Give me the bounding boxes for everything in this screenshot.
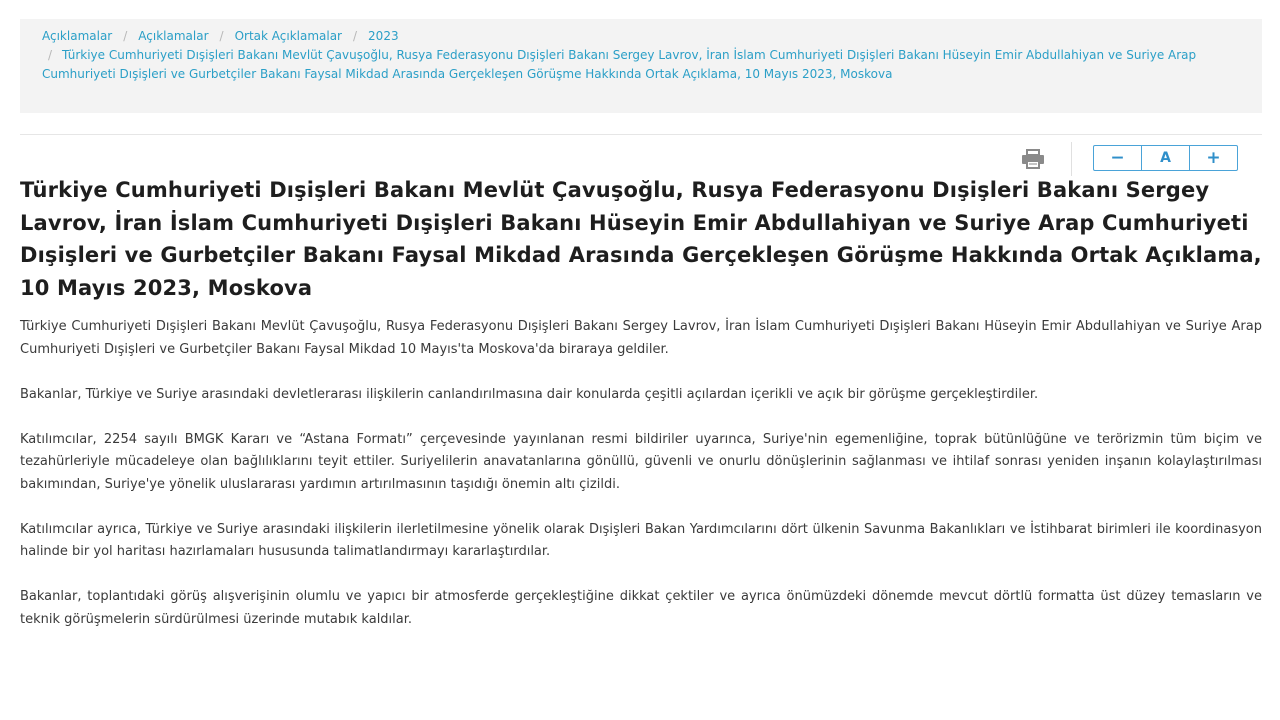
breadcrumb-item-aciklamalar-2[interactable]: Açıklamalar	[138, 29, 209, 43]
breadcrumb-current-label: Türkiye Cumhuriyeti Dışişleri Bakanı Mevlüt Çavuşoğlu, Rusya Federasyonu Dışişleri Bakanı Sergey Lavrov, İran İslam Cumhuriyeti Dışişleri Bakanı Hüseyin Emir Abdullahiyan ve Suriye Arap Cumhuriyeti Dışişleri ve Gurbetçiler Bakanı Faysal Mikdad Arasında Gerçekleşen Görüşme Hakkında Ortak Açıklama, 10 Mayıs 2023, Moskova	[42, 48, 1197, 81]
article-paragraph: Katılımcılar, 2254 sayılı BMGK Kararı ve “Astana Formatı” çerçevesinde yayınlanan resmi bildiriler uyarınca, Suriye'nin egemenliğine, toprak bütünlüğüne ve terörizmin tüm biçim ve tezahürleriyle mücadeleye olan bağlılıklarını teyit ettiler. Suriyelilerin anavatanlarına gönüllü, güvenli ve onurlu dönüşlerinin sağlanması ve ihtilaf sonrası yeniden inşanın kolaylaştırılması bakımından, Suriye'ye yönelik uluslararası yardımın artırılmasının taşıdığı önemin altı çizildi.	[20, 431, 1262, 492]
breadcrumb-row	[42, 27, 1240, 46]
printer-icon	[1018, 146, 1048, 172]
header-divider	[20, 134, 1262, 135]
breadcrumb-separator: /	[123, 29, 128, 43]
font-decrease-button[interactable]: −	[1110, 148, 1125, 168]
article-paragraph: Bakanlar, Türkiye ve Suriye arasındaki devletlerarası ilişkilerin canlandırılmasına dair konularda çeşitli açılardan içerikli ve açık bir görüşme gerçekleştirdiler.	[20, 386, 1039, 402]
font-increase-button[interactable]: +	[1189, 146, 1237, 170]
breadcrumb-separator: /	[48, 48, 53, 62]
breadcrumb-separator: /	[353, 29, 358, 43]
breadcrumb-item-aciklamalar[interactable]: Açıklamalar	[42, 29, 113, 43]
breadcrumb-item-ortak-aciklamalar[interactable]: Ortak Açıklamalar	[234, 29, 342, 43]
breadcrumb	[20, 19, 1262, 113]
breadcrumb-item-2023[interactable]: 2023	[368, 29, 399, 43]
article-paragraph: Türkiye Cumhuriyeti Dışişleri Bakanı Mevlüt Çavuşoğlu, Rusya Federasyonu Dışişleri Bakanı Sergey Lavrov, İran İslam Cumhuriyeti Dışişleri Bakanı Hüseyin Emir Abdullahiyan ve Suriye Arap Cumhuriyeti Dışişleri ve Gurbetçiler Bakanı Faysal Mikdad 10 Mayıs'ta Moskova'da biraraya geldiler.	[20, 319, 1262, 357]
font-reset-button[interactable]: A	[1141, 146, 1189, 170]
toolbar-divider	[1071, 142, 1072, 176]
article-paragraph: Katılımcılar ayrıca, Türkiye ve Suriye arasındaki ilişkilerin ilerletilmesine yönelik olarak Dışişleri Bakan Yardımcılarını dört ülkenin Savunma Bakanlıkları ve İstihbarat birimleri ile koordinasyon halinde bir yol haritası hazırlamaları hususunda talimatlandırmayı kararlaştırdılar.	[20, 521, 1262, 559]
breadcrumb-current	[42, 46, 1240, 84]
breadcrumb-separator: /	[219, 29, 224, 43]
print-button[interactable]	[1018, 146, 1048, 172]
article-body	[20, 316, 1262, 654]
font-size-control	[1093, 145, 1238, 171]
article-paragraph: Bakanlar, toplantıdaki görüş alışverişinin olumlu ve yapıcı bir atmosferde gerçekleştiğine dikkat çektiler ve ayrıca önümüzdeki dönemde mevcut dörtlü formatta üst düzey temasların ve teknik görüşmelerin sürdürülmesi üzerinde mutabık kaldılar.	[20, 589, 1262, 627]
article-title: Türkiye Cumhuriyeti Dışişleri Bakanı Mevlüt Çavuşoğlu, Rusya Federasyonu Dışişleri Bakanı Sergey Lavrov, İran İslam Cumhuriyeti Dışişleri Bakanı Hüseyin Emir Abdullahiyan ve Suriye Arap Cumhuriyeti Dışişleri ve Gurbetçiler Bakanı Faysal Mikdad Arasında Gerçekleşen Görüşme Hakkında Ortak Açıklama, 10 Mayıs 2023, Moskova	[20, 178, 1262, 300]
